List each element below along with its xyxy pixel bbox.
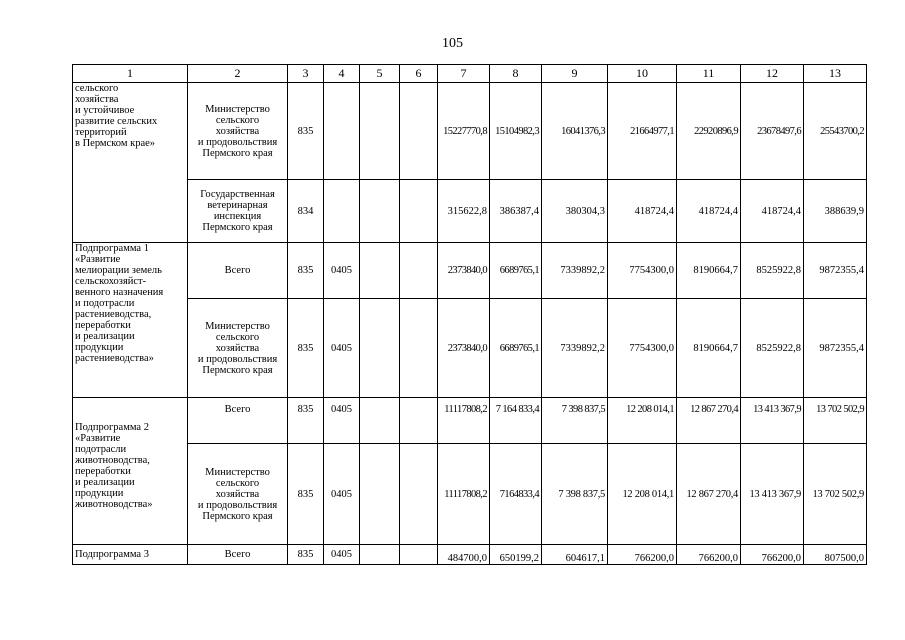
program-name: Подпрограмма 3 [73,545,188,565]
value-cell: 2373840,0 [438,299,490,398]
empty-cell [400,545,438,565]
column-header: 9 [542,65,608,83]
empty-cell [360,243,400,299]
grbs-code: 834 [288,180,324,243]
value-cell: 8525922,8 [741,243,804,299]
value-cell: 11117808,2 [438,398,490,444]
value-cell: 6689765,1 [490,243,542,299]
empty-cell [360,180,400,243]
value-cell: 9872355,4 [804,243,867,299]
executor-cell: Всего [188,243,288,299]
value-cell: 2373840,0 [438,243,490,299]
column-header: 3 [288,65,324,83]
value-cell: 7339892,2 [542,243,608,299]
value-cell: 7754300,0 [608,243,677,299]
executor-cell: Министерство сельского хозяйства и продовольствия Пермского края [188,83,288,180]
section-code: 0405 [324,299,360,398]
section-code: 0405 [324,545,360,565]
column-header: 8 [490,65,542,83]
value-cell: 7 398 837,5 [542,444,608,545]
value-cell: 766200,0 [677,545,741,565]
budget-table [72,64,867,565]
value-cell: 388639,9 [804,180,867,243]
column-header: 13 [804,65,867,83]
table-row [73,299,867,398]
executor-cell: Министерство сельского хозяйства и продовольствия Пермского края [188,444,288,545]
grbs-code: 835 [288,83,324,180]
page-number: 105 [442,36,463,51]
table-row [73,243,867,299]
value-cell: 386387,4 [490,180,542,243]
value-cell: 8525922,8 [741,299,804,398]
column-header: 6 [400,65,438,83]
table-row [73,398,867,444]
column-header: 1 [73,65,188,83]
value-cell: 7 398 837,5 [542,398,608,444]
value-cell: 418724,4 [608,180,677,243]
value-cell: 12 867 270,4 [677,444,741,545]
value-cell: 13 413 367,9 [741,444,804,545]
value-cell: 8190664,7 [677,299,741,398]
executor-cell: Всего [188,398,288,444]
value-cell: 315622,8 [438,180,490,243]
value-cell: 650199,2 [490,545,542,565]
table-row [73,545,867,565]
empty-cell [400,444,438,545]
value-cell: 13 413 367,9 [741,398,804,444]
empty-cell [360,299,400,398]
value-cell: 9872355,4 [804,299,867,398]
section-code: 0405 [324,243,360,299]
executor-cell: Всего [188,545,288,565]
value-cell: 12 208 014,1 [608,444,677,545]
value-cell: 25543700,2 [804,83,867,180]
grbs-code: 835 [288,299,324,398]
value-cell: 7339892,2 [542,299,608,398]
grbs-code: 835 [288,243,324,299]
grbs-code: 835 [288,444,324,545]
empty-cell [360,398,400,444]
value-cell: 6689765,1 [490,299,542,398]
column-header: 7 [438,65,490,83]
table-row [73,83,867,180]
column-header: 11 [677,65,741,83]
value-cell: 604617,1 [542,545,608,565]
value-cell: 13 702 502,9 [804,398,867,444]
value-cell: 7754300,0 [608,299,677,398]
grbs-code: 835 [288,545,324,565]
executor-cell: Министерство сельского хозяйства и продовольствия Пермского края [188,299,288,398]
value-cell: 484700,0 [438,545,490,565]
column-header: 5 [360,65,400,83]
value-cell: 16041376,3 [542,83,608,180]
value-cell: 12 208 014,1 [608,398,677,444]
value-cell: 12 867 270,4 [677,398,741,444]
value-cell: 7164833,4 [490,444,542,545]
table-row [73,444,867,545]
value-cell: 15104982,3 [490,83,542,180]
column-header: 12 [741,65,804,83]
value-cell: 807500,0 [804,545,867,565]
value-cell: 8190664,7 [677,243,741,299]
value-cell: 22920896,9 [677,83,741,180]
section-code: 0405 [324,398,360,444]
value-cell: 11117808,2 [438,444,490,545]
value-cell: 23678497,6 [741,83,804,180]
table-row [73,180,867,243]
value-cell: 7 164 833,4 [490,398,542,444]
empty-cell [400,180,438,243]
value-cell: 15227770,8 [438,83,490,180]
value-cell: 766200,0 [741,545,804,565]
program-name: Подпрограмма 1 «Развитие мелиорации земель сельскохозяйст- венного назначения и подотрасли растениеводства, переработки и реализации продукции растениеводства» [73,243,188,398]
program-name: сельского хозяйства и устойчивое развитие сельских территорий в Пермском крае» [73,83,188,243]
value-cell: 13 702 502,9 [804,444,867,545]
column-header: 2 [188,65,288,83]
empty-cell [360,545,400,565]
program-name: Подпрограмма 2 «Развитие подотрасли животноводства, переработки и реализации продукции животноводства» [73,398,188,545]
value-cell: 21664977,1 [608,83,677,180]
executor-cell: Государственная ветеринарная инспекция Пермского края [188,180,288,243]
empty-cell [360,83,400,180]
value-cell: 766200,0 [608,545,677,565]
value-cell: 418724,4 [677,180,741,243]
empty-cell [400,398,438,444]
section-code: 0405 [324,444,360,545]
empty-cell [400,243,438,299]
header-row [73,65,867,83]
section-code [324,83,360,180]
empty-cell [400,83,438,180]
empty-cell [360,444,400,545]
column-header: 4 [324,65,360,83]
value-cell: 380304,3 [542,180,608,243]
empty-cell [400,299,438,398]
section-code [324,180,360,243]
column-header: 10 [608,65,677,83]
grbs-code: 835 [288,398,324,444]
value-cell: 418724,4 [741,180,804,243]
